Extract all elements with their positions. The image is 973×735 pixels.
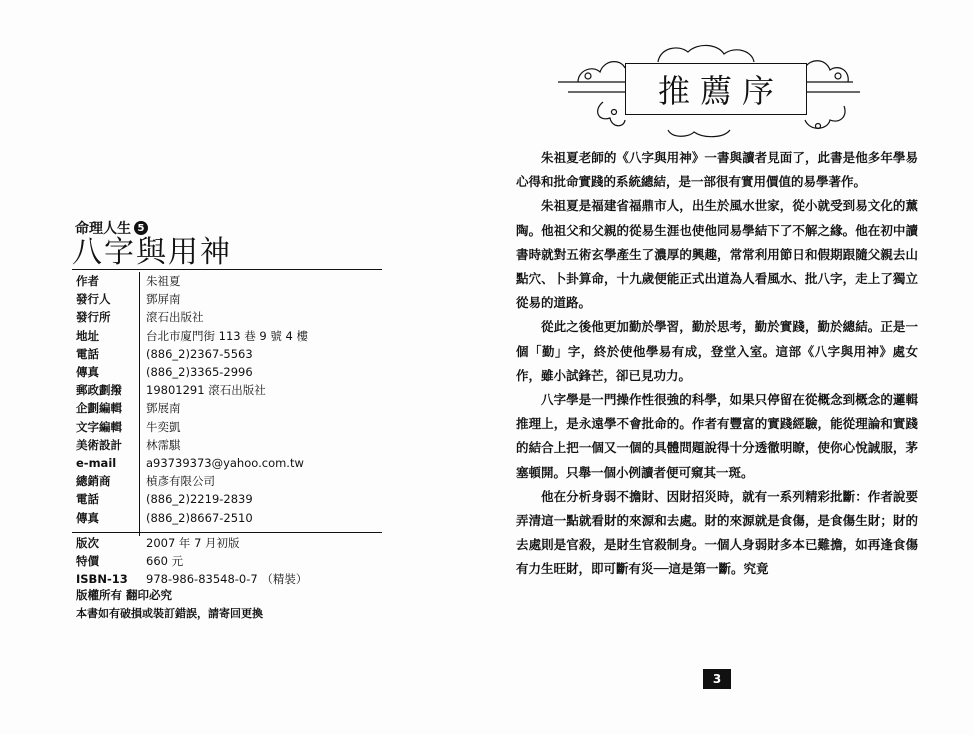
info-key: 郵政劃撥 xyxy=(76,383,122,398)
info-key: 作者 xyxy=(76,274,99,289)
preface-paragraph: 八字學是一門操作性很強的科學，如果只停留在從概念到概念的邏輯推理上，是永遠學不會批命的。作者有豐富的實踐經驗，能從理論和實踐的結合上把一個又一個的具體問題說得十分透徹明瞭，使你心悅誠服，茅塞頓開。只舉一個小例讀者便可窺其一斑。 xyxy=(516,392,918,480)
preface-body xyxy=(516,146,918,582)
info-value: 楨彥有限公司 xyxy=(146,474,215,489)
heading-frame xyxy=(625,63,807,115)
series-number-badge: 5 xyxy=(134,221,148,235)
info-value: 台北市廈門街 113 巷 9 號 4 樓 xyxy=(146,328,309,343)
info-key: 電話 xyxy=(76,492,99,507)
info-value: 朱祖夏 xyxy=(146,274,181,289)
info-row xyxy=(76,534,307,552)
info-row xyxy=(76,272,308,290)
preface-paragraph: 朱祖夏是福建省福鼎市人，出生於風水世家，從小就受到易文化的薰陶。他祖父和父親的從易生涯也使他同易學結下了不解之緣。他在初中讀書時就對五術玄學產生了濃厚的興趣，常常利用節日和假期跟隨父親去山點穴、卜卦算命，十九歲便能正式出道為人看風水、批八字，走上了獨立從易的道路。 xyxy=(516,198,918,311)
info-row xyxy=(76,308,308,326)
info-key: 文字編輯 xyxy=(76,419,122,434)
info-key: 特價 xyxy=(76,554,99,569)
info-value: (886_2)2367-5563 xyxy=(146,346,253,361)
title-underline xyxy=(72,269,382,270)
info-value: 鄧展南 xyxy=(146,401,181,416)
info-row xyxy=(76,472,308,490)
page-number: 3 xyxy=(703,669,731,689)
info-value: 牛奕凱 xyxy=(146,419,181,434)
info-key: e-mail xyxy=(76,455,117,470)
info-row xyxy=(76,490,308,508)
info-key: ISBN-13 xyxy=(76,572,128,587)
info-value: 19801291 滾石出版社 xyxy=(146,383,266,398)
info-row xyxy=(76,552,307,570)
info-row xyxy=(76,508,308,526)
info-value: 2007 年 7 月初版 xyxy=(146,536,240,551)
info-value: 660 元 xyxy=(146,554,184,569)
info-key: 美術設計 xyxy=(76,437,122,452)
info-key: 電話 xyxy=(76,346,99,361)
info-value: (886_2)2219-2839 xyxy=(146,492,253,507)
preface-paragraph: 從此之後他更加勤於學習，勤於思考，勤於實踐，勤於總結。正是一個「勤」字，終於使他學易有成，登堂入室。這部《八字與用神》處女作，雖小試鋒芒，卻已見功力。 xyxy=(516,319,918,383)
info-value: 978-986-83548-0-7 （精裝） xyxy=(146,572,308,587)
info-key: 發行所 xyxy=(76,310,111,325)
info-value: a93739373@yahoo.com.tw xyxy=(146,455,304,470)
info-row xyxy=(76,327,308,345)
info-value: 林霈騏 xyxy=(146,437,181,452)
edition-info xyxy=(76,534,307,589)
info-row xyxy=(76,454,308,472)
info-value: (886_2)3365-2996 xyxy=(146,365,253,380)
preface-heading: 推薦序 xyxy=(657,72,784,110)
info-row xyxy=(76,418,308,436)
preface-paragraph: 朱祖夏老師的《八字與用神》一書與讀者見面了，此書是他多年學易心得和批命實踐的系統總結，是一部很有實用價值的易學著作。 xyxy=(516,150,918,190)
preface-paragraph: 他在分析身弱不擔財、因財招災時，就有一系列精彩批斷：作者說要弄清這一點就看財的來源和去處。財的來源就是食傷，是食傷生財；財的去處則是官殺，是財生官殺制身。一個人身弱財多本已難擔，如再逢食傷有力生旺財，即可斷有災──這是第一斷。究竟 xyxy=(516,488,918,577)
info-key: 地址 xyxy=(76,328,99,343)
info-row xyxy=(76,436,308,454)
return-notice: 本書如有破損或裝訂錯誤，請寄回更換 xyxy=(76,607,263,620)
info-row xyxy=(76,381,308,399)
info-value: 鄧屏南 xyxy=(146,292,181,307)
series-name: 命理人生 xyxy=(75,221,131,237)
info-row xyxy=(76,570,307,588)
info-row xyxy=(76,399,308,417)
info-row xyxy=(76,290,308,308)
info-key: 傳真 xyxy=(76,510,99,525)
rights-reserved: 版權所有 翻印必究 xyxy=(76,588,173,602)
info-key: 傳真 xyxy=(76,365,99,380)
info-row xyxy=(76,363,308,381)
info-value: (886_2)8667-2510 xyxy=(146,510,253,525)
info-key: 發行人 xyxy=(76,292,111,307)
info-row xyxy=(76,345,308,363)
info-key: 總銷商 xyxy=(76,474,111,489)
info-value: 滾石出版社 xyxy=(146,310,204,325)
info-key: 版次 xyxy=(76,536,99,551)
info-key: 企劃編輯 xyxy=(76,401,122,416)
info-bottom-rule xyxy=(72,532,382,533)
book-title: 八字與用神 xyxy=(72,235,232,270)
colophon-table xyxy=(76,272,308,527)
